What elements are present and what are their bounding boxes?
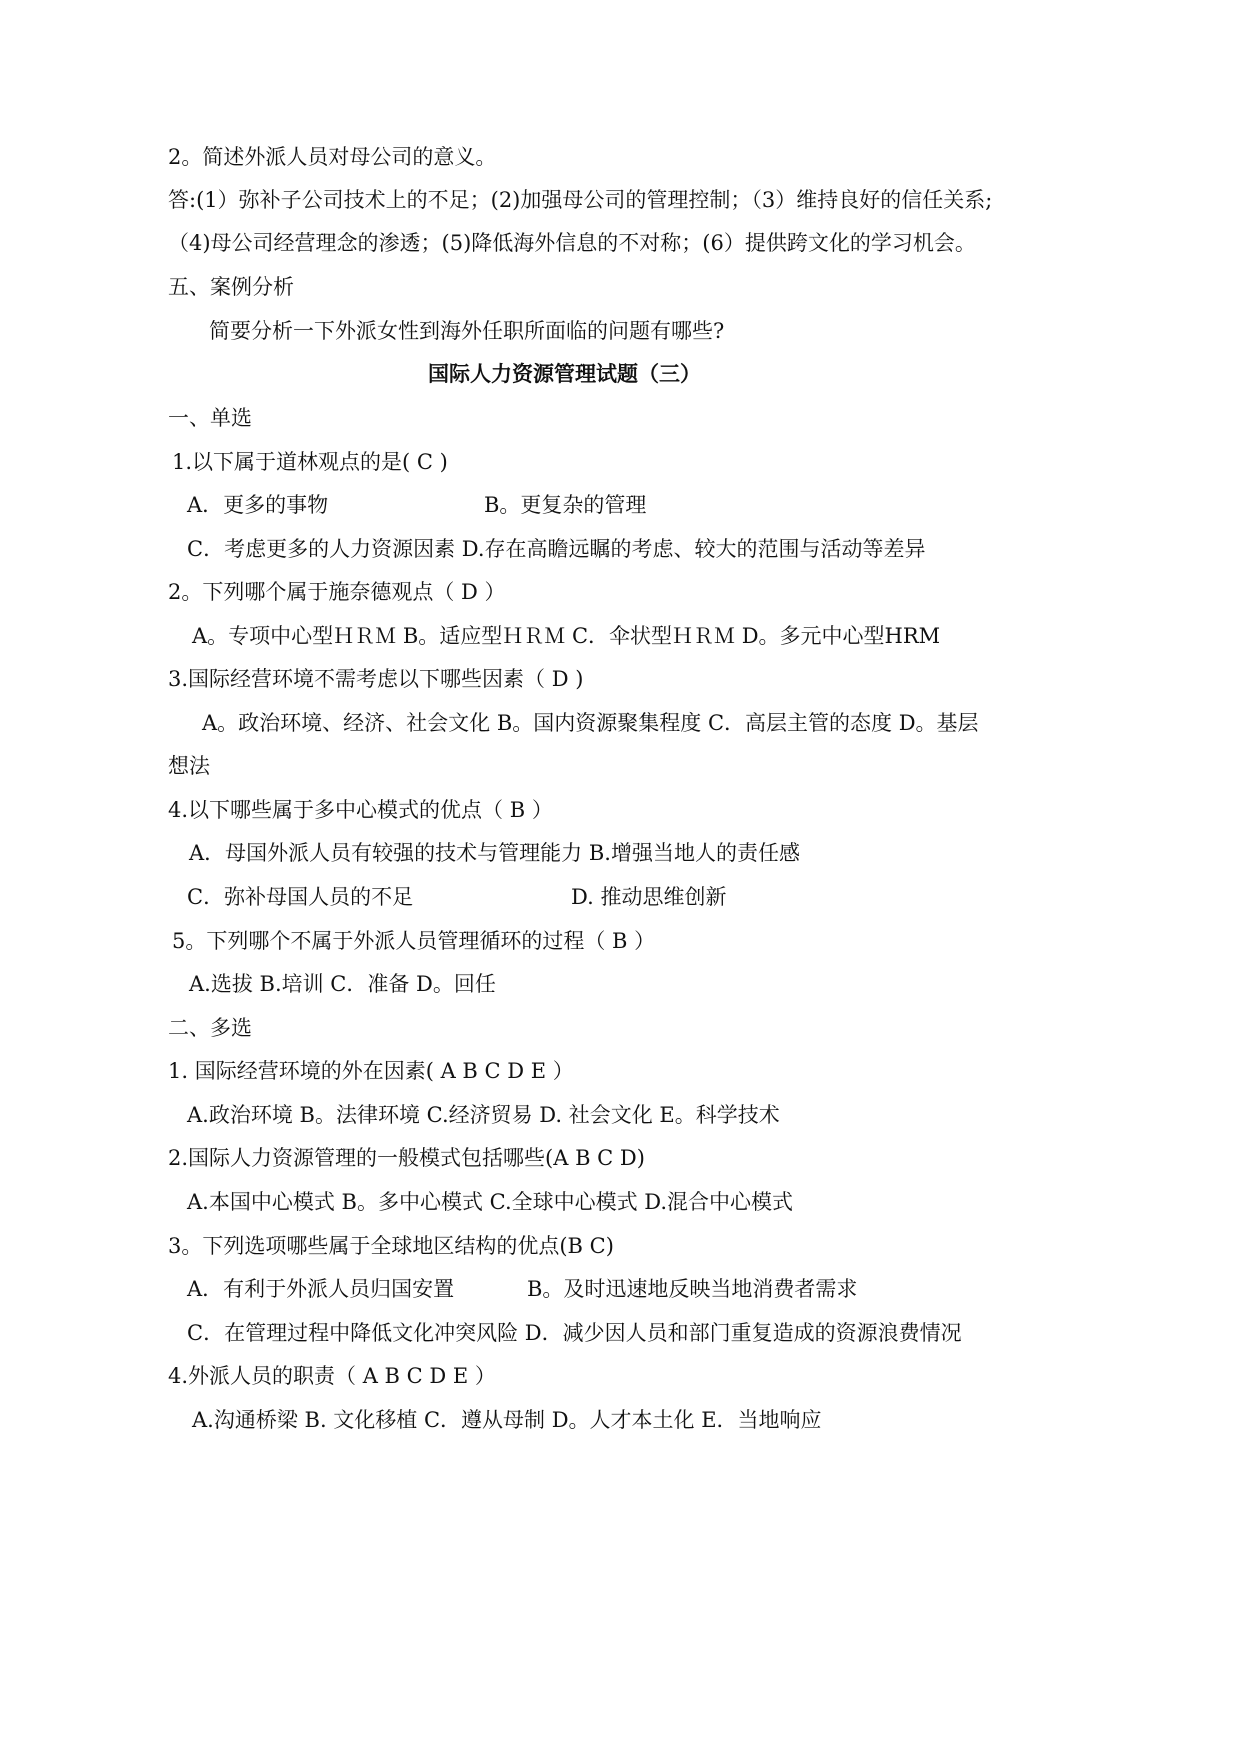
single-choice-heading: 一、单选 <box>168 406 252 430</box>
single-q1-option-b: B。更复杂的管理 <box>484 493 647 517</box>
multi-q2: 2.国际人力资源管理的一般模式包括哪些(A B C D) <box>168 1146 645 1170</box>
single-q4: 4.以下哪些属于多中心模式的优点（ B ） <box>168 798 553 822</box>
case-question: 简要分析一下外派女性到海外任职所面临的问题有哪些? <box>209 319 725 343</box>
multi-q4: 4.外派人员的职责（ A B C D E ） <box>168 1364 496 1388</box>
single-q3-options: A。政治环境、经济、社会文化 B。国内资源聚集程度 C．高层主管的态度 D。基层 <box>202 711 979 735</box>
question-2-title: 2。简述外派人员对母公司的意义。 <box>168 145 497 169</box>
question-2-answer-line-2: （4)母公司经营理念的渗透；(5)降低海外信息的不对称；(6）提供跨文化的学习机会。 <box>168 231 976 255</box>
single-q1-options-cd: C．考虑更多的人力资源因素 D.存在高瞻远瞩的考虑、较大的范围与活动等差异 <box>187 537 926 561</box>
single-q5-options: A.选拔 B.培训 C．准备 D。回任 <box>189 972 496 996</box>
single-q2: 2。下列哪个属于施奈德观点（ D ） <box>168 580 506 604</box>
multi-q3-options-cd: C．在管理过程中降低文化冲突风险 D．减少因人员和部门重复造成的资源浪费情况 <box>187 1321 962 1345</box>
multi-q4-options: A.沟通桥梁 B. 文化移植 C．遵从母制 D。人才本土化 E．当地响应 <box>192 1408 822 1432</box>
single-q4-options-ab: A．母国外派人员有较强的技术与管理能力 B.增强当地人的责任感 <box>189 841 800 865</box>
multi-q2-options: A.本国中心模式 B。多中心模式 C.全球中心模式 D.混合中心模式 <box>187 1190 794 1214</box>
section-case-analysis-heading: 五、案例分析 <box>168 275 294 299</box>
multi-q1: 1. 国际经营环境的外在因素( A B C D E ） <box>168 1059 574 1083</box>
single-q1: 1.以下属于道林观点的是( C ) <box>172 450 448 474</box>
single-q1-option-a: A．更多的事物 <box>187 493 329 517</box>
multi-choice-heading: 二、多选 <box>168 1016 252 1040</box>
single-q5: 5。下列哪个不属于外派人员管理循环的过程（ B ） <box>172 929 656 953</box>
multi-q1-options: A.政治环境 B。法律环境 C.经济贸易 D. 社会文化 E。科学技术 <box>187 1103 780 1127</box>
multi-q3-option-b: B。及时迅速地反映当地消费者需求 <box>527 1277 858 1301</box>
single-q4-option-c: C．弥补母国人员的不足 <box>187 885 414 909</box>
single-q3-options-continued: 想法 <box>168 754 210 778</box>
question-2-answer-line-1: 答:(1）弥补子公司技术上的不足；(2)加强母公司的管理控制；（3）维持良好的信任关系; <box>168 188 993 212</box>
single-q4-option-d: D. 推动思维创新 <box>571 885 727 909</box>
single-q2-options: A。专项中心型ＨＲＭ B。适应型ＨＲＭ C．伞状型ＨＲＭ D。多元中心型HRM <box>192 624 941 648</box>
exam-title: 国际人力资源管理试题（三） <box>428 361 701 386</box>
multi-q3: 3。下列选项哪些属于全球地区结构的优点(B C) <box>168 1234 614 1258</box>
single-q3: 3.国际经营环境不需考虑以下哪些因素（ D ) <box>168 667 584 691</box>
multi-q3-option-a: A．有利于外派人员归国安置 <box>187 1277 455 1301</box>
